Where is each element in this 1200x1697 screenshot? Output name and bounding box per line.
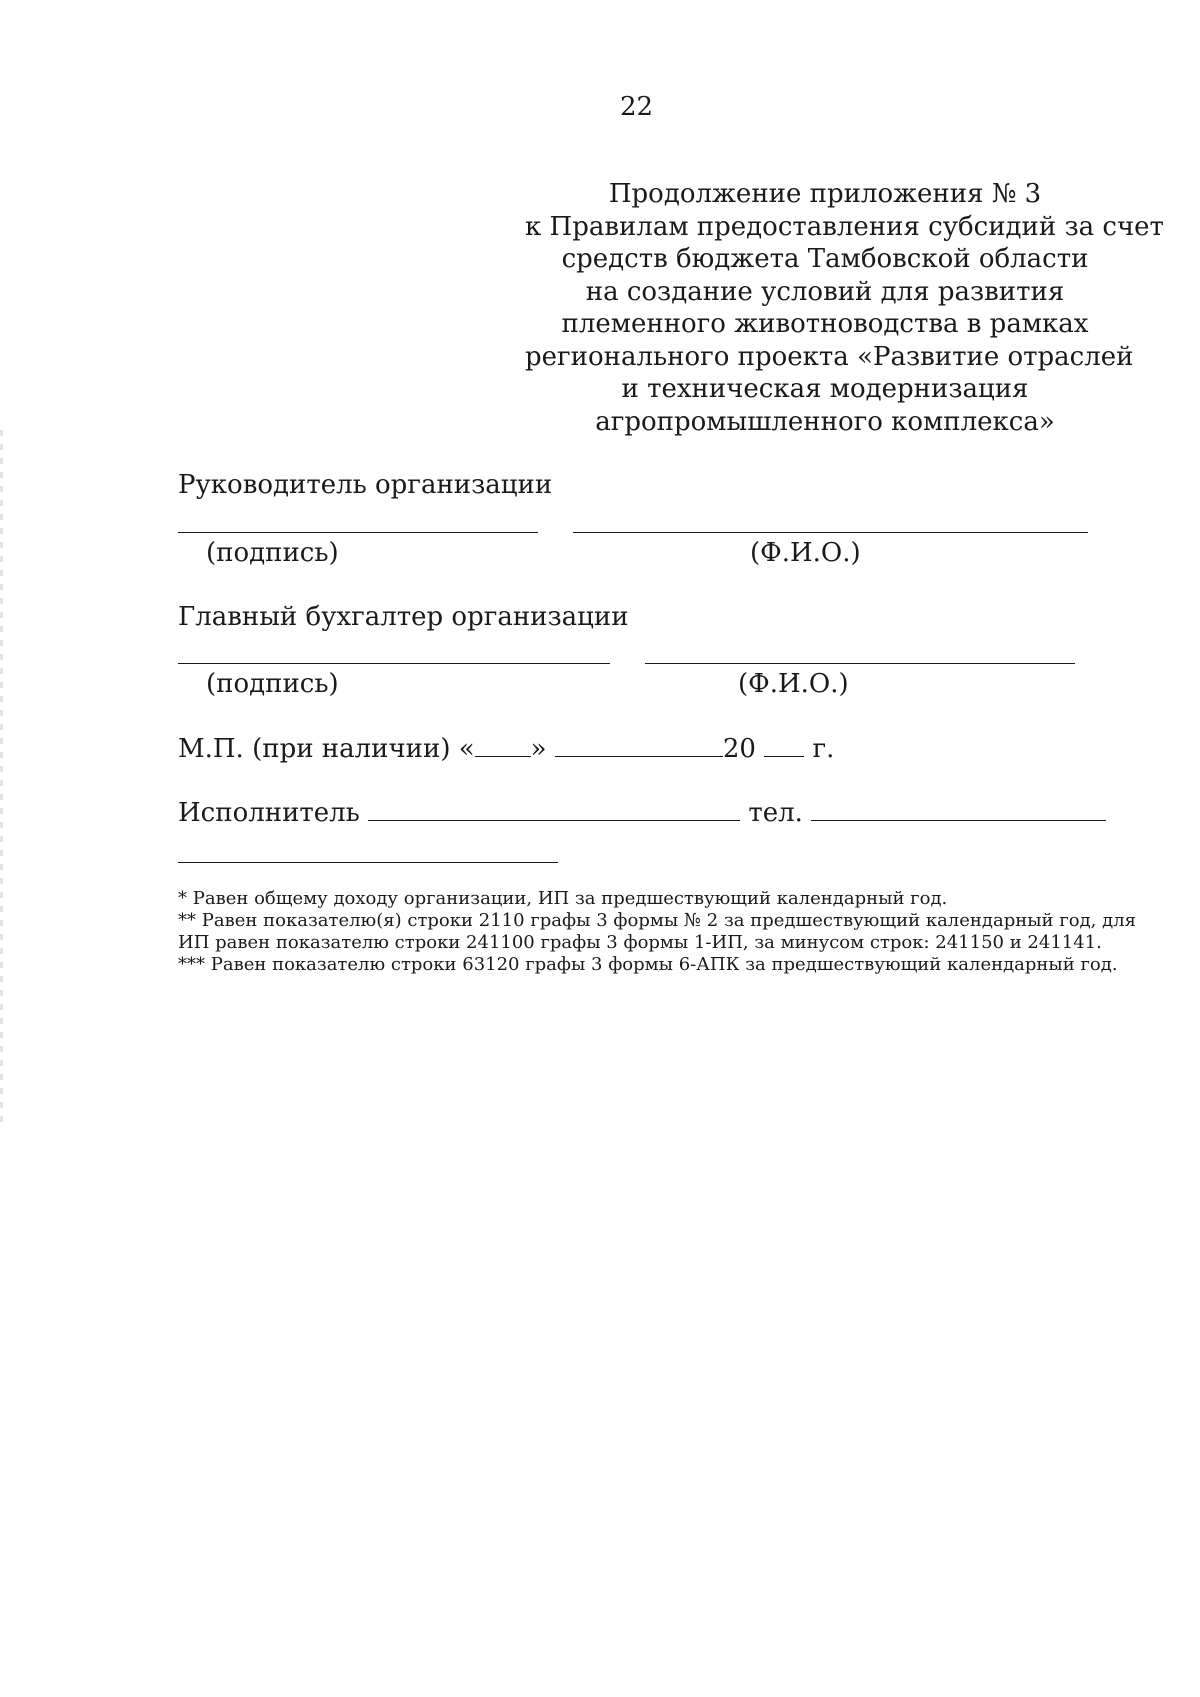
appendix-heading (525, 178, 1164, 438)
appendix-line: агропромышленного комплекса» (595, 406, 1055, 437)
head-name-caption: (Ф.И.О.) (750, 538, 861, 568)
head-label: Руководитель организации (178, 470, 553, 500)
year-prefix: 20 (722, 734, 756, 764)
appendix-line: к Правилам предоставления субсидий за счет (525, 211, 1164, 242)
footnote: ** Равен показателю(я) строки 2110 графы 3 формы № 2 за предшествующий календарный год, для ИП равен показателю строки 241100 графы 3 формы 1-ИП, за минусом строк: 241150 и 241141. (178, 910, 1136, 953)
seal-prefix: М.П. (при наличии) « (178, 734, 475, 764)
appendix-line: на создание условий для развития (585, 276, 1065, 307)
footnotes (178, 888, 1136, 976)
footnote: * Равен общему доходу организации, ИП за предшествующий календарный год. (178, 888, 948, 909)
executor-label: Исполнитель (178, 798, 360, 828)
executor-line (178, 798, 1106, 828)
head-name-line (573, 532, 1088, 533)
page-number: 22 (620, 92, 654, 122)
phone-label: тел. (748, 798, 803, 828)
appendix-line: Продолжение приложения № 3 (608, 179, 1042, 209)
scan-edge-artifact (0, 430, 3, 1130)
appendix-line: средств бюджета Тамбовской области (561, 244, 1089, 274)
accountant-signature-caption: (подпись) (206, 669, 339, 699)
month-blank (555, 734, 723, 757)
phone-blank (811, 798, 1106, 821)
seal-date-line (178, 734, 834, 764)
accountant-signature-line (178, 663, 610, 664)
accountant-label: Главный бухгалтер организации (178, 602, 629, 632)
appendix-line: регионального проекта «Развитие отраслей (525, 341, 1134, 372)
accountant-name-caption: (Ф.И.О.) (738, 669, 849, 699)
footnote-separator (178, 862, 558, 863)
footnote: *** Равен показателю строки 63120 графы 3 формы 6-АПК за предшествующий календарный год. (178, 954, 1118, 975)
accountant-name-line (645, 663, 1075, 664)
head-signature-line (178, 532, 538, 533)
appendix-line: племенного животноводства в рамках (561, 309, 1089, 339)
executor-blank (368, 798, 740, 821)
appendix-line: и техническая модернизация (621, 374, 1029, 404)
seal-quote-close: » (530, 734, 547, 764)
year-blank (764, 734, 804, 757)
head-signature-caption: (подпись) (206, 538, 339, 568)
year-suffix: г. (812, 734, 835, 764)
day-blank (475, 734, 531, 757)
